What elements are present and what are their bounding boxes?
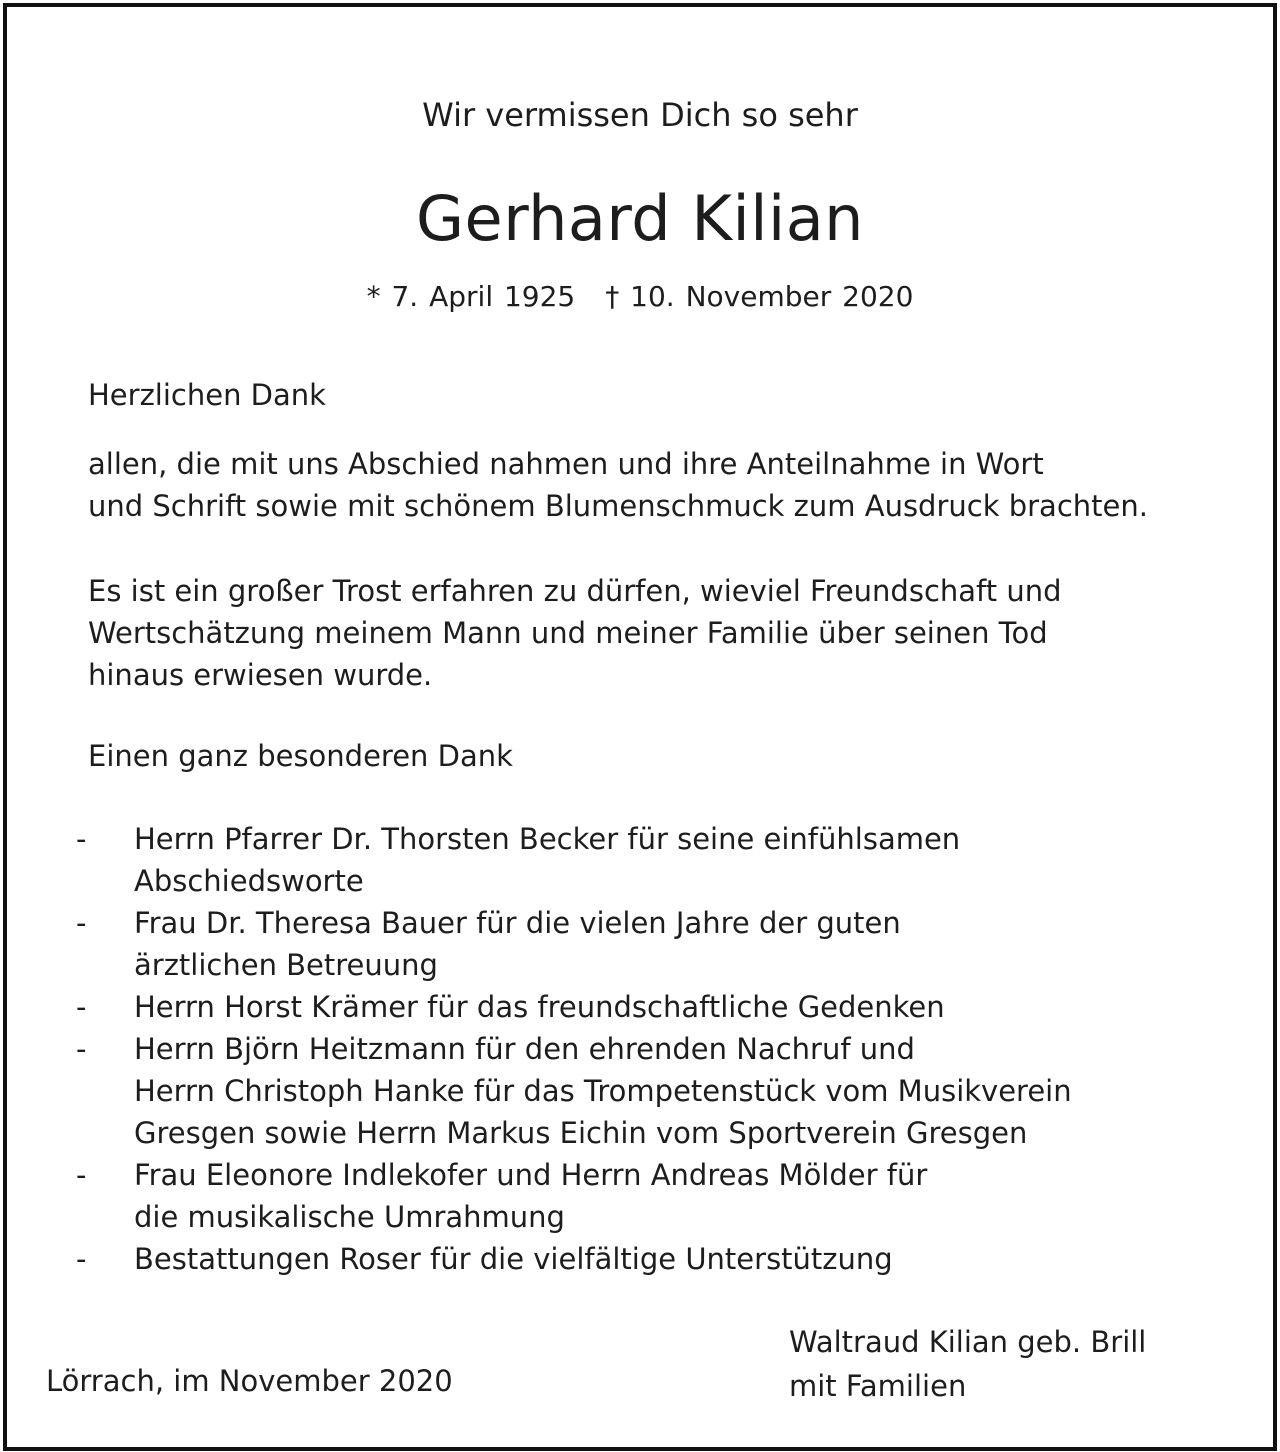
- motto: Wir vermissen Dich so sehr: [422, 96, 858, 134]
- special-thanks-heading: Einen ganz besonderen Dank: [88, 739, 513, 773]
- list-item: [0, 818, 1280, 902]
- paragraph-line: und Schrift sowie mit schönem Blumenschmuck zum Ausdruck brachten.: [88, 489, 1148, 523]
- list-item-line: Frau Dr. Theresa Bauer für die vielen Jahre der guten: [134, 906, 901, 940]
- list-item-line: Herrn Pfarrer Dr. Thorsten Becker für seine einfühlsamen: [134, 822, 961, 856]
- death-date: † 10. November 2020: [605, 280, 914, 313]
- paragraph-line: hinaus erwiesen wurde.: [88, 658, 433, 692]
- list-item: [0, 1028, 1280, 1154]
- list-item-line: die musikalische Umrahmung: [134, 1200, 565, 1234]
- life-dates: [0, 280, 1280, 313]
- special-thanks-list: [0, 818, 1280, 1280]
- list-item-line: Herrn Horst Krämer für das freundschaftliche Gedenken: [134, 990, 945, 1024]
- thanks-heading: Herzlichen Dank: [88, 378, 326, 412]
- list-item-line: Gresgen sowie Herrn Markus Eichin vom Sportverein Gresgen: [134, 1116, 1028, 1150]
- list-dash: -: [76, 990, 87, 1024]
- list-item: [0, 1238, 1280, 1280]
- list-dash: -: [76, 1242, 87, 1276]
- list-item-line: Herrn Björn Heitzmann für den ehrenden Nachruf und: [134, 1032, 915, 1066]
- deceased-name: Gerhard Kilian: [416, 182, 864, 255]
- birth-date: * 7. April 1925: [366, 280, 576, 313]
- list-item: [0, 1154, 1280, 1238]
- list-dash: -: [76, 1032, 87, 1066]
- signature-line: Waltraud Kilian geb. Brill: [789, 1325, 1147, 1359]
- thanks-paragraph-1: [88, 443, 1148, 527]
- list-dash: -: [76, 1158, 87, 1192]
- signature: [789, 1320, 1146, 1408]
- list-dash: -: [76, 906, 87, 940]
- place-date: Lörrach, im November 2020: [46, 1364, 453, 1398]
- list-item-line: ärztlichen Betreuung: [134, 948, 438, 982]
- signature-line: mit Familien: [789, 1369, 967, 1403]
- paragraph-line: Wertschätzung meinem Mann und meiner Familie über seinen Tod: [88, 616, 1048, 650]
- paragraph-line: Es ist ein großer Trost erfahren zu dürfen, wieviel Freundschaft und: [88, 574, 1062, 608]
- list-dash: -: [76, 822, 87, 856]
- list-item-line: Bestattungen Roser für die vielfältige Unterstützung: [134, 1242, 893, 1276]
- list-item: [0, 986, 1280, 1028]
- paragraph-line: allen, die mit uns Abschied nahmen und ihre Anteilnahme in Wort: [88, 447, 1044, 481]
- list-item: [0, 902, 1280, 986]
- list-item-line: Abschiedsworte: [134, 864, 364, 898]
- list-item-line: Herrn Christoph Hanke für das Trompetenstück vom Musikverein: [134, 1074, 1072, 1108]
- thanks-paragraph-2: [88, 570, 1062, 696]
- list-item-line: Frau Eleonore Indlekofer und Herrn Andreas Mölder für: [134, 1158, 928, 1192]
